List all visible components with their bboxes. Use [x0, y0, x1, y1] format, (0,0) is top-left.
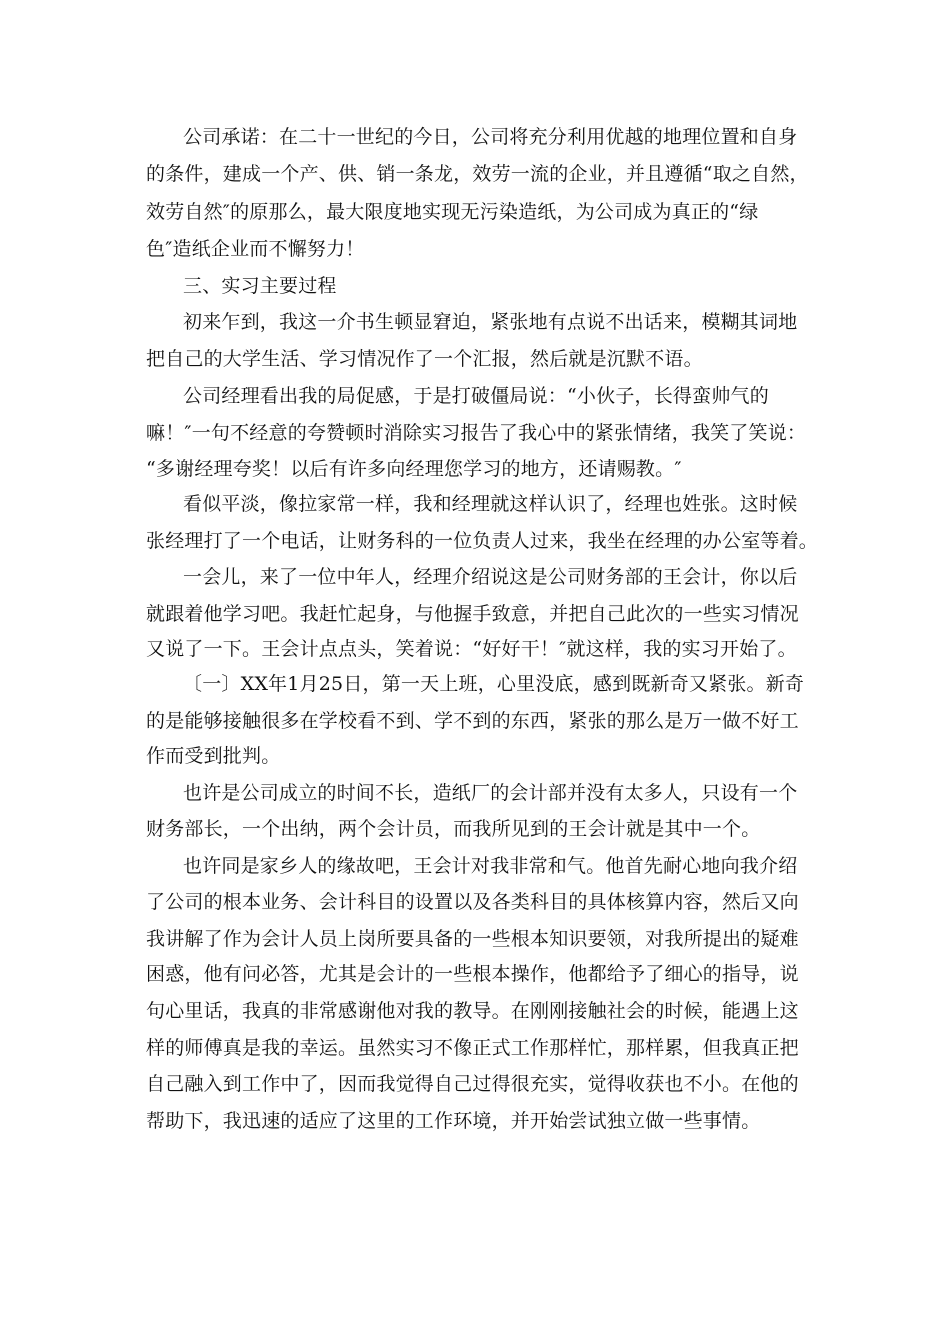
text-line: 作而受到批判。 [146, 745, 281, 767]
text-line: 嘛！″一句不经意的夸赞顿时消除实习报告了我心中的紧张情绪，我笑了笑说： [146, 422, 807, 444]
text-line: 的是能够接触很多在学校看不到、学不到的东西，紧张的那么是万一做不好工 [146, 710, 799, 732]
text-line: 色″造纸企业而不懈努力！ [146, 238, 365, 260]
text-line: 公司经理看出我的局促感，于是打破僵局说：“小伙子，长得蛮帅气的 [183, 385, 769, 407]
text-line: 句心里话，我真的非常感谢他对我的教导。在刚刚接触社会的时候，能遇上这 [146, 1000, 799, 1022]
text-line: 张经理打了一个电话，让财务科的一位负责人过来，我坐在经理的办公室等着。 [146, 530, 819, 552]
text-line: 的条件，建成一个产、供、销一条龙，效劳一流的企业，并且遵循“取之自然， [146, 163, 809, 185]
text-line: 又说了一下。王会计点点头，笑着说：“好好干！″就这样，我的实习开始了。 [146, 638, 797, 660]
text-line: 把自己的大学生活、学习情况作了一个汇报，然后就是沉默不语。 [146, 348, 703, 370]
text-line: 我讲解了作为会计人员上岗所要具备的一些根本知识要领，对我所提出的疑难 [146, 928, 799, 950]
text-line: 〔一〕XX年1月25日，第一天上班，心里没底，感到既新奇又紧张。新奇 [183, 673, 805, 695]
text-line: 就跟着他学习吧。我赶忙起身，与他握手致意，并把自己此次的一些实习情况 [146, 603, 799, 625]
text-line: 初来乍到，我这一介书生顿显窘迫，紧张地有点说不出话来，模糊其词地 [183, 311, 798, 333]
text-line: 也许同是家乡人的缘故吧，王会计对我非常和气。他首先耐心地向我介绍 [183, 855, 798, 877]
text-line: 公司承诺：在二十一世纪的今日，公司将充分利用优越的地理位置和自身 [183, 126, 798, 148]
text-line: 一会儿，来了一位中年人，经理介绍说这是公司财务部的王会计，你以后 [183, 566, 798, 588]
text-line: 帮助下，我迅速的适应了这里的工作环境，并开始尝试独立做一些事情。 [146, 1110, 761, 1132]
text-line: 财务部长，一个出纳，两个会计员，而我所见到的王会计就是其中一个。 [146, 818, 761, 840]
text-line: 看似平淡，像拉家常一样，我和经理就这样认识了，经理也姓张。这时候 [183, 493, 798, 515]
text-line: 自己融入到工作中了，因而我觉得自己过得很充实，觉得收获也不小。在他的 [146, 1073, 799, 1095]
text-line: “多谢经理夸奖！以后有许多向经理您学习的地方，还请赐教。″ [146, 458, 682, 480]
text-line: 困惑，他有问必答，尤其是会计的一些根本操作，他都给予了细心的指导，说 [146, 963, 799, 985]
section-heading: 三、实习主要过程 [183, 275, 337, 297]
text-line: 了公司的根本业务、会计科目的设置以及各类科目的具体核算内容，然后又向 [146, 891, 799, 913]
text-line: 样的师傅真是我的幸运。虽然实习不像正式工作那样忙，那样累，但我真正把 [146, 1037, 799, 1059]
text-line: 效劳自然″的原那么，最大限度地实现无污染造纸，为公司成为真正的“绿 [146, 201, 759, 223]
text-line: 也许是公司成立的时间不长，造纸厂的会计部并没有太多人，只设有一个 [183, 782, 798, 804]
